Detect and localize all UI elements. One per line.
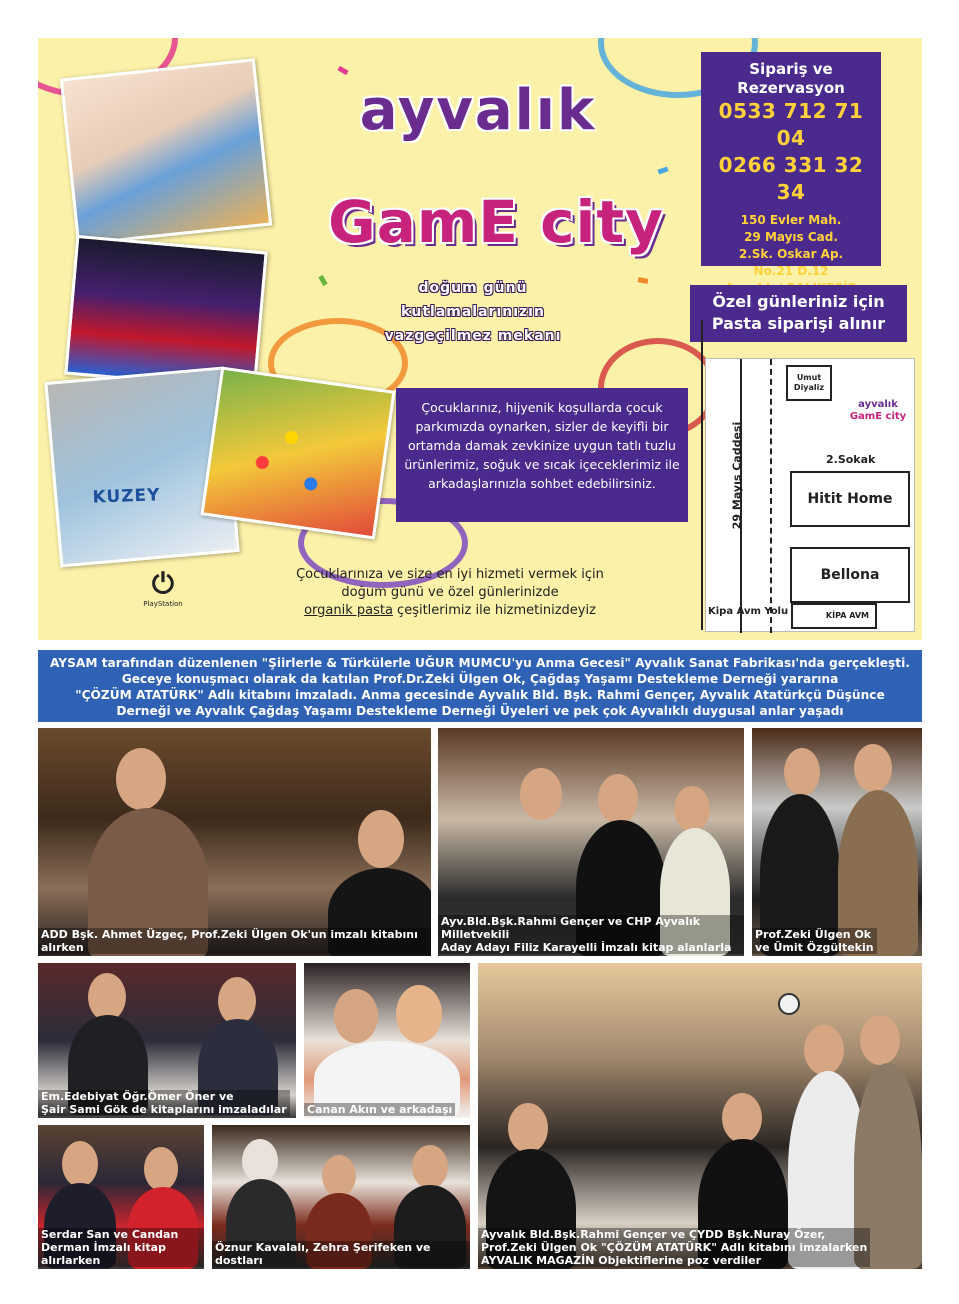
person-figure (412, 1145, 448, 1189)
person-figure (674, 786, 710, 832)
person-figure (322, 1155, 356, 1197)
map-road-extension (701, 320, 703, 630)
person-figure (598, 774, 638, 824)
banner-line: Geceye konuşmacı olarak da katılan Prof.Dr.Zeki Ülgen Ok, Çağdaş Yaşamı Destekleme Derneği yararına (121, 672, 839, 686)
photo-caption: Öznur Kavalalı, Zehra Şerifeken ve dostları (212, 1241, 470, 1267)
location-map (705, 358, 915, 632)
photo-caption (438, 915, 744, 954)
person-figure (242, 1139, 278, 1183)
address-line: No.21 D.12 (753, 264, 829, 278)
caption-line: Em.Edebiyat Öğr.Ömer Öner ve (41, 1090, 234, 1103)
map-road (770, 359, 772, 633)
caption-line: AYVALIK MAGAZİN Objektiflerine poz verdiler (481, 1254, 762, 1267)
map-logo-text: GamE city (849, 411, 907, 422)
event-photo (304, 963, 470, 1118)
event-photo (38, 963, 296, 1118)
service-line (270, 602, 630, 620)
person-figure (88, 973, 126, 1021)
map-logo-text: ayvalık (858, 399, 898, 410)
service-line-rest: çeşitlerimiz ile hizmetinizdeyiz (392, 603, 596, 618)
person-figure (784, 748, 820, 796)
arcade-games-photo (64, 235, 267, 391)
tagline-line: vazgeçilmez mekanı (384, 328, 562, 344)
playstation-logo (138, 568, 188, 618)
caption-line: Prof.Zeki Ülgen Ok "ÇÖZÜM ATATÜRK" Adlı kitabını imzalarken (481, 1241, 868, 1254)
person-figure (804, 1025, 844, 1075)
game-city-advertisement (38, 38, 922, 640)
map-bellona: Bellona (790, 547, 910, 603)
contact-title: Rezervasyon (737, 79, 845, 97)
person-figure (62, 1141, 98, 1187)
playstation-label: PlayStation (143, 600, 183, 608)
service-text (270, 566, 630, 620)
confetti-decoration (318, 275, 327, 286)
tagline-line: kutlamalarınızın (401, 304, 545, 320)
contact-title: Sipariş ve (749, 60, 833, 78)
logo-ayvalik: ayvalık (359, 78, 597, 143)
caption-line: ve Ümit Özgültekin (755, 941, 874, 954)
banner-line: Derneği ve Ayvalık Çağdaş Yaşamı Destekleme Derneği Üyeleri ve pek çok Ayvalıklı duygusal anlar yaşadı (116, 704, 844, 718)
confetti-decoration (638, 277, 649, 284)
ball-pit-photo (200, 366, 395, 539)
event-photo (38, 1125, 204, 1269)
person-figure (334, 989, 378, 1043)
logo-game-city: GamE city (328, 188, 664, 256)
event-photo (438, 728, 744, 956)
confetti-decoration (657, 166, 668, 174)
address-line: 150 Evler Mah. (740, 213, 842, 227)
phone-number: 0266 331 32 34 (718, 153, 864, 204)
caption-line: Derman İmzalı kitap alırlarken (41, 1241, 166, 1267)
service-line: doğum günü ve özel günlerinizde (341, 585, 559, 600)
event-photo (478, 963, 922, 1269)
news-banner (38, 650, 922, 722)
phone-number: 0533 712 71 04 (718, 99, 864, 150)
banner-line: AYSAM tarafından düzenlenen "Şiirlerle & Türkülerle UĞUR MUMCU'yu Anma Gecesi" Ayvalık Sanat Fabrikası'nda gerçekleşti. (50, 656, 910, 670)
contact-box (701, 52, 881, 278)
person-figure (860, 1015, 900, 1065)
map-game-city-logo (848, 399, 908, 439)
cake-order-notice (690, 285, 907, 342)
photo-caption (752, 928, 877, 954)
event-photo (752, 728, 922, 956)
cake-notice-line: Pasta siparişi alınır (711, 314, 886, 333)
person-figure (218, 977, 256, 1025)
event-photo (212, 1125, 470, 1269)
map-street-29-mayis: 29 Mayıs Caddesi (730, 421, 744, 530)
info-text-box: Çocuklarınız, hijyenik koşullarda çocuk parkımızda oynarken, sizler de keyifli bir ortamda damak zevkinize uygun tatlı tuzlu ürünlerimiz, soğuk ve sıcak içeceklerimiz ile arkadaşlarınızla sohbet edebilirsiniz. (396, 388, 688, 522)
map-2-sokak: 2.Sokak (826, 453, 876, 466)
photo-caption: Canan Akın ve arkadaşı (304, 1103, 455, 1116)
photo-caption: ADD Bşk. Ahmet Üzgeç, Prof.Zeki Ülgen Ok'un imzalı kitabını alırken (38, 928, 431, 954)
tagline-line: doğum günü (418, 280, 528, 296)
photo-caption (478, 1228, 870, 1267)
map-kipa-avm: KİPA AVM (791, 603, 877, 629)
map-kipa-road: Kipa Avm Yolu (708, 606, 789, 617)
caption-line: Şair Sami Gök de kitaplarını imzaladılar (41, 1103, 287, 1116)
confetti-decoration (337, 66, 348, 75)
address-line: 29 Mayıs Cad. (744, 230, 838, 244)
caption-line: Ayvalık Bld.Bşk.Rahmi Gençer ve ÇYDD Bşk.Nuray Özer, (481, 1228, 826, 1241)
person-figure (144, 1147, 178, 1191)
address-line: 2.Sk. Oskar Ap. (738, 247, 844, 261)
person-figure (358, 810, 404, 868)
wall-clock-icon (778, 993, 800, 1015)
person-figure (396, 985, 442, 1043)
map-umut-diyaliz: Umut Diyaliz (786, 365, 832, 401)
caption-line: Serdar San ve Candan (41, 1228, 179, 1241)
playstation-icon: ⏻ (151, 567, 175, 600)
cake-notice-line: Özel günleriniz için (712, 292, 885, 311)
event-photo (38, 728, 431, 956)
caption-line: Prof.Zeki Ülgen Ok (755, 928, 872, 941)
person-figure (854, 744, 892, 792)
caption-line: Ayv.Bld.Bşk.Rahmi Gençer ve CHP Ayvalık Milletvekili (441, 915, 701, 941)
organic-cake-highlight: organik pasta (304, 603, 393, 618)
cake-name-text: KUZEY (92, 485, 161, 508)
photo-caption (38, 1090, 290, 1116)
person-figure (508, 1103, 548, 1153)
person-figure (722, 1093, 762, 1143)
photo-caption (38, 1228, 204, 1267)
person-figure (520, 768, 562, 820)
banner-line: "ÇÖZÜM ATATÜRK" Adlı kitabını imzaladı. Anma gecesinde Ayvalık Bld. Bşk. Rahmi Gençer, Ayvalık Atatürkçü Düşünce (75, 688, 885, 702)
playroom-photo (60, 58, 272, 246)
map-hitit-home: Hitit Home (790, 471, 910, 527)
service-line: Çocuklarınıza ve size en iyi hizmeti vermek için (296, 567, 604, 582)
person-figure (116, 748, 166, 810)
caption-line: Aday Adayı Filiz Karayelli İmzalı kitap alanlarla (441, 941, 732, 954)
